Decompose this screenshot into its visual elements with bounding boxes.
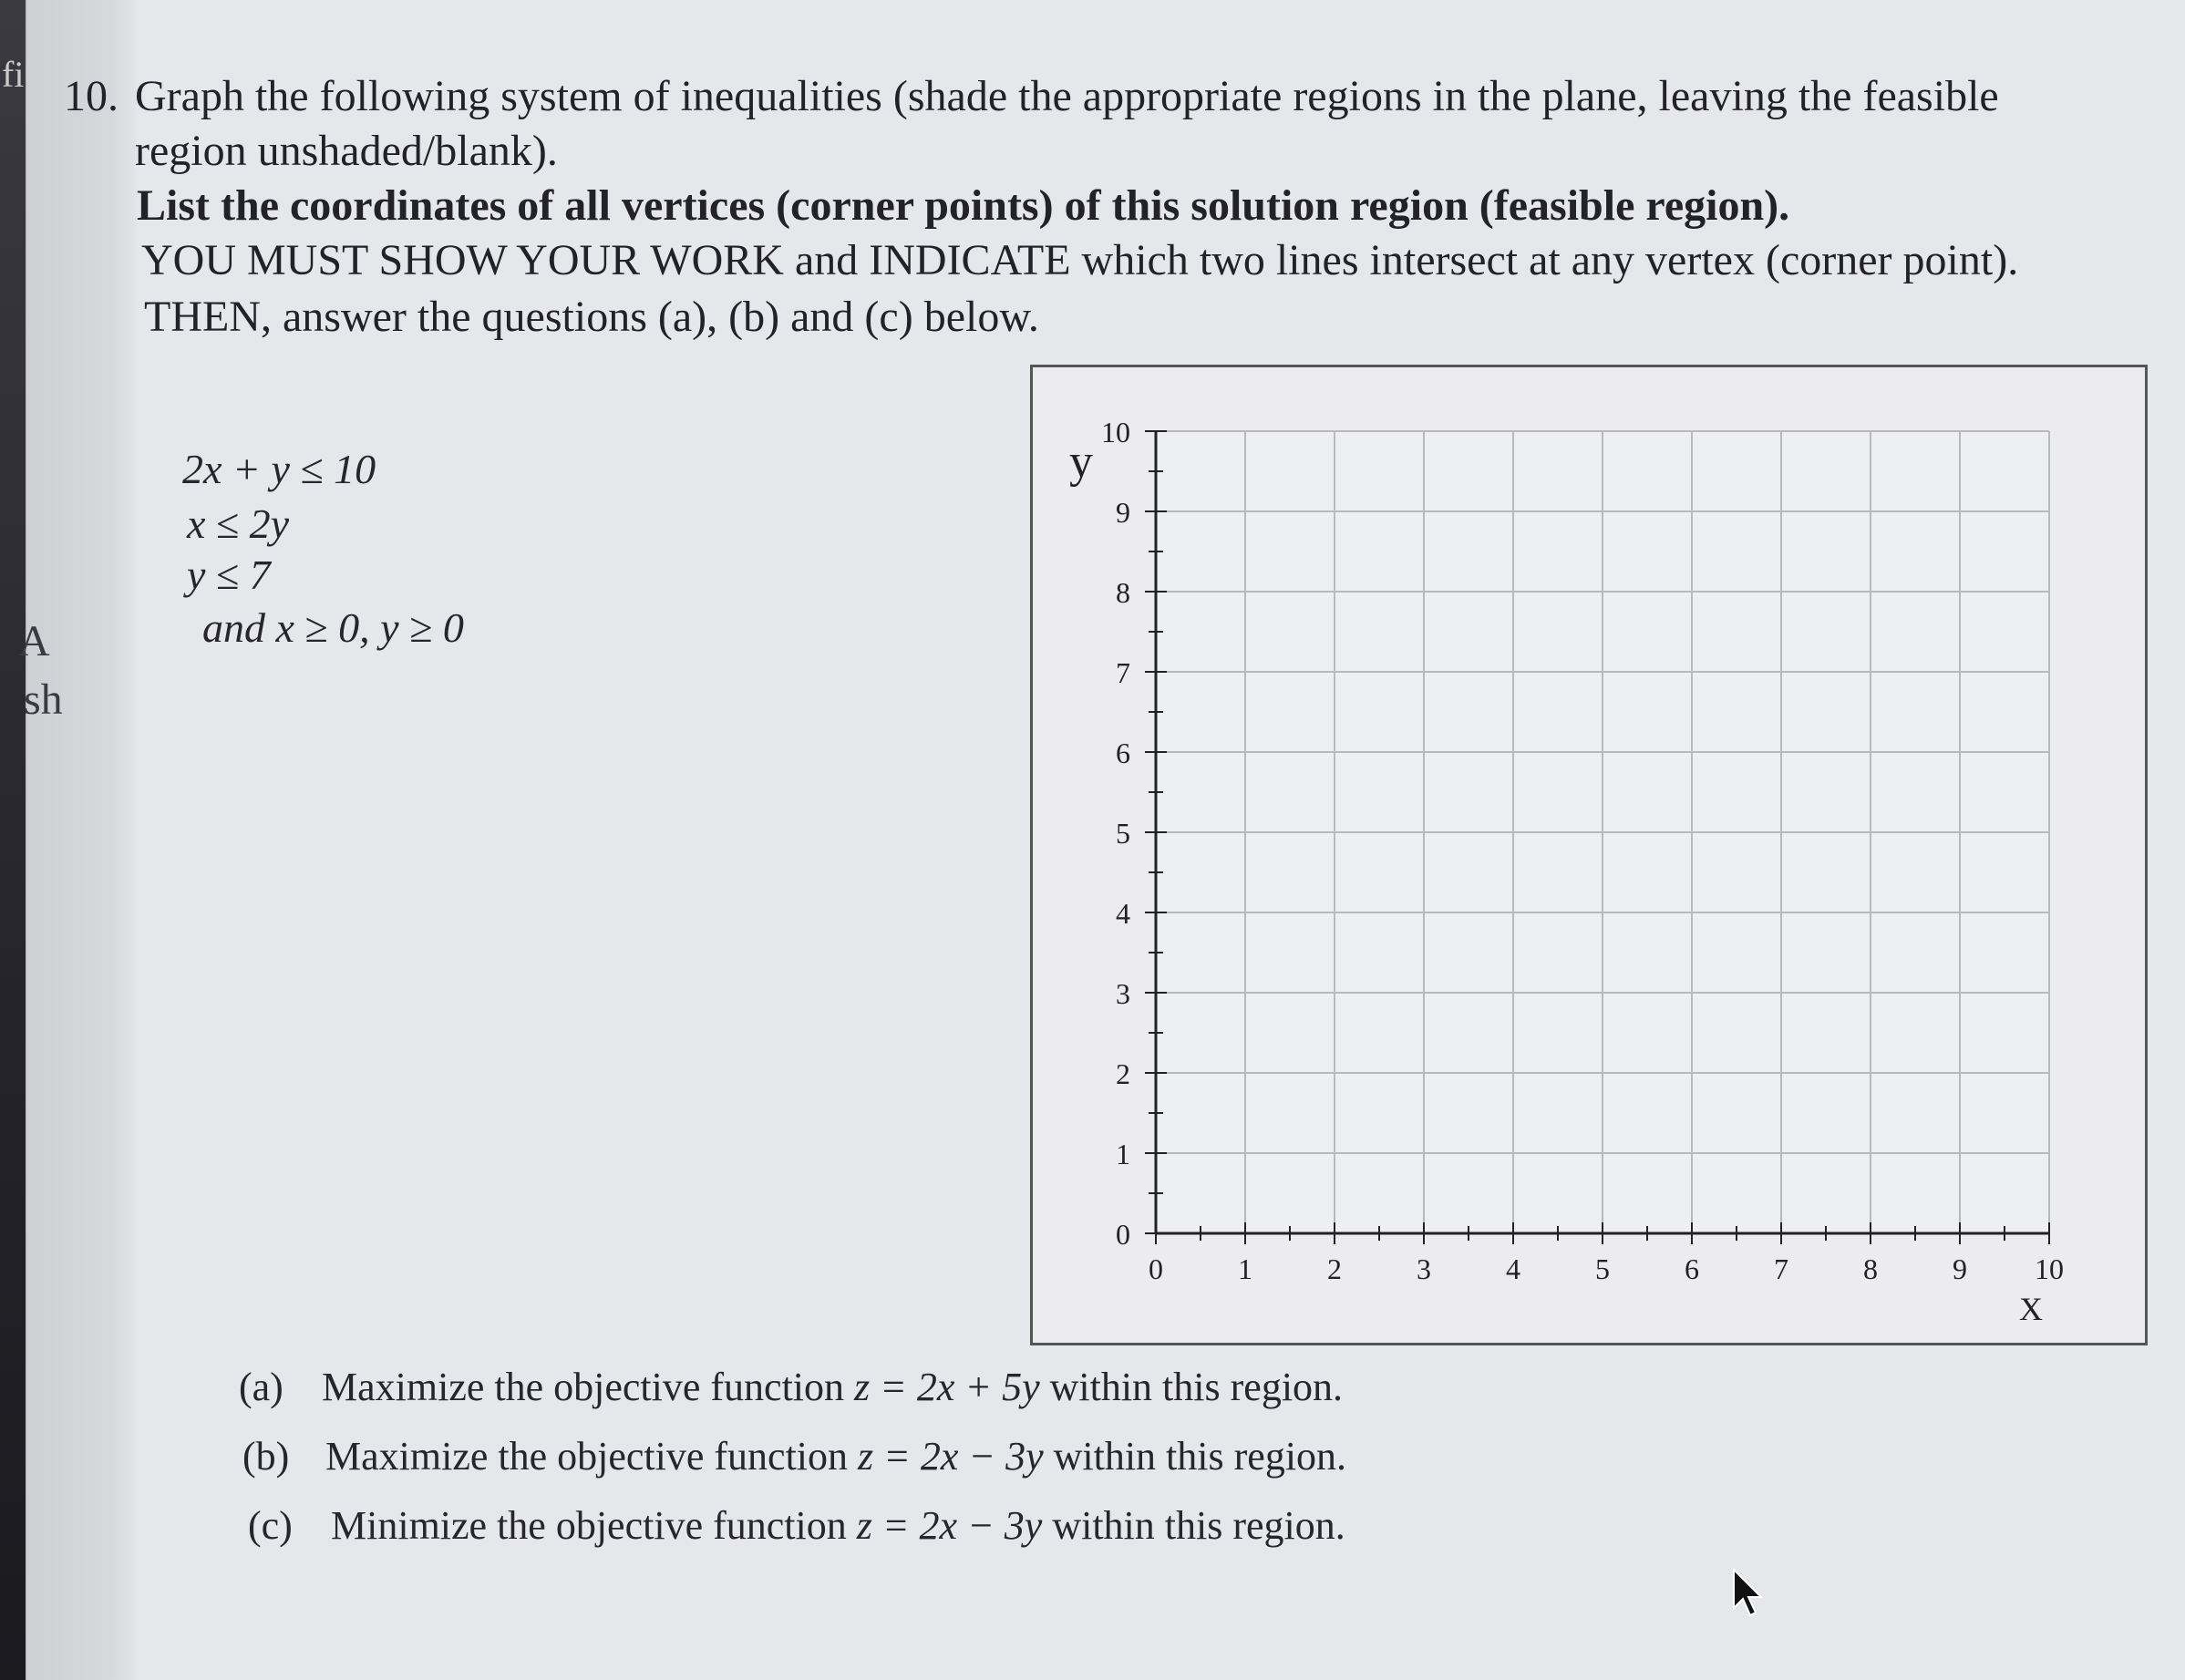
side-fragment: sh <box>24 675 63 724</box>
y-axis-label: y <box>1069 436 1093 488</box>
x-tick-label: 9 <box>1953 1252 1967 1285</box>
mouse-cursor-icon <box>1730 1568 1767 1619</box>
inequality: and x ≥ 0, y ≥ 0 <box>202 604 464 651</box>
x-tick-label: 5 <box>1595 1252 1610 1285</box>
x-tick-label: 6 <box>1685 1252 1699 1285</box>
part-b <box>242 1433 1346 1479</box>
side-fragment: A <box>18 617 50 665</box>
y-tick-label: 8 <box>1116 576 1130 609</box>
inequality: 2x + y ≤ 10 <box>182 446 376 492</box>
question-text-line: Graph the following system of inequalities (shade the appropriate regions in the plane, leaving the feasible <box>135 72 1999 120</box>
x-tick-label: 0 <box>1149 1252 1163 1285</box>
question-text-line: YOU MUST SHOW YOUR WORK and INDICATE which two lines intersect at any vertex (corner point). <box>141 236 2019 284</box>
y-tick-label: 0 <box>1116 1218 1130 1251</box>
question-number: 10. <box>64 72 119 120</box>
x-tick-label: 3 <box>1417 1252 1431 1285</box>
part-a <box>239 1364 1343 1410</box>
x-tick-label: 4 <box>1506 1252 1520 1285</box>
inequality: x ≤ 2y <box>187 500 290 547</box>
x-tick-label: 10 <box>2035 1252 2064 1285</box>
objective-expression: z = 2x + 5y <box>854 1365 1040 1409</box>
part-text: within this region. <box>1039 1365 1344 1409</box>
question-text-line: THEN, answer the questions (a), (b) and (c) below. <box>144 293 1039 341</box>
y-tick-label: 7 <box>1116 656 1130 689</box>
y-tick-label: 9 <box>1116 496 1130 529</box>
part-label: (b) <box>242 1434 290 1479</box>
y-tick-label: 4 <box>1116 897 1130 930</box>
inequality: y ≤ 7 <box>187 551 271 598</box>
x-tick-label: 8 <box>1863 1252 1878 1285</box>
y-tick-label: 2 <box>1116 1057 1130 1090</box>
part-label: (c) <box>248 1503 293 1548</box>
x-axis-label: X <box>2019 1291 2043 1327</box>
part-c <box>248 1502 1345 1549</box>
y-tick-label: 3 <box>1116 977 1130 1010</box>
part-text: within this region. <box>1043 1434 1347 1479</box>
question-text-line: region unshaded/blank). <box>135 127 558 175</box>
y-tick-label: 5 <box>1116 817 1130 850</box>
part-text: Maximize the objective function <box>325 1434 859 1479</box>
question-bold-line: List the coordinates of all vertices (corner points) of this solution region (feasible region). <box>137 181 1790 230</box>
graph-frame <box>1030 365 2148 1345</box>
x-tick-label: 2 <box>1327 1252 1342 1285</box>
side-fragment: fi <box>2 54 25 95</box>
part-text: Minimize the objective function <box>331 1503 857 1548</box>
left-edge <box>0 0 26 1680</box>
x-tick-label: 1 <box>1238 1252 1252 1285</box>
part-label: (a) <box>239 1365 283 1409</box>
part-text: Maximize the objective function <box>322 1365 855 1409</box>
coordinate-grid[interactable] <box>1033 367 2145 1343</box>
objective-expression: z = 2x − 3y <box>856 1503 1043 1548</box>
x-tick-label: 7 <box>1774 1252 1788 1285</box>
part-text: within this region. <box>1042 1503 1345 1548</box>
y-tick-label: 1 <box>1116 1138 1130 1170</box>
objective-expression: z = 2x − 3y <box>858 1434 1044 1479</box>
y-tick-label: 6 <box>1116 737 1130 769</box>
y-tick-label: 10 <box>1101 416 1130 448</box>
